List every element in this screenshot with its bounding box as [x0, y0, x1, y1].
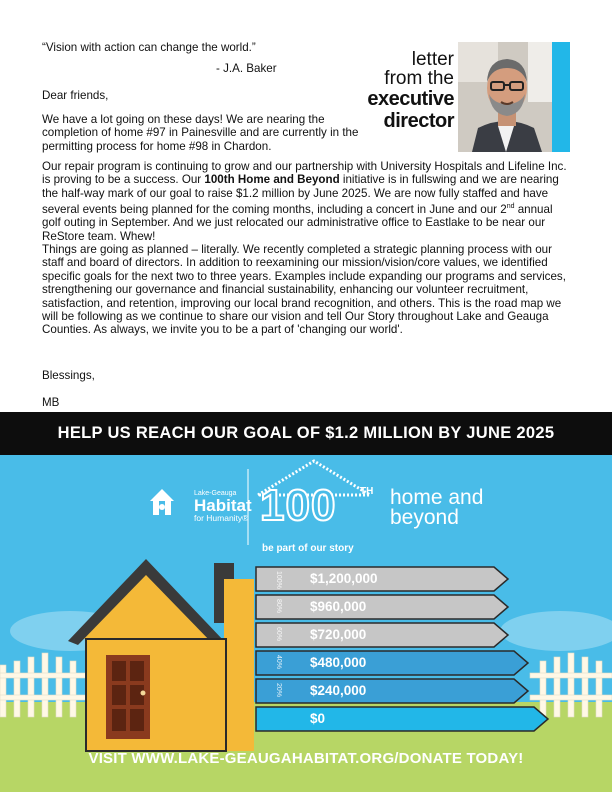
paragraph-1: We have a lot going on these days! We are nearing the completion of home #97 in Painesville and are currently in the permitting process for home #98 in Chardon. — [42, 113, 359, 153]
level-percent-3: 40% — [275, 655, 282, 670]
level-bar-5 — [256, 707, 548, 731]
title-line-4: director — [383, 110, 454, 132]
beyond-text: beyond — [390, 506, 459, 529]
quote-attribution: - J.A. Baker — [216, 62, 277, 75]
greeting: Dear friends, — [42, 89, 109, 102]
level-bar-0 — [256, 567, 508, 591]
paragraph-2-part-b: initiative is in fullswing and we are nearing the half-way mark of our goal to raise $1.2 million by June 2025. We are now fully staffed and have several events being planned for the coming months, including a concert in June and our 2 — [42, 173, 559, 217]
title-line-3: executive — [367, 88, 454, 110]
level-amount-0: $1,200,000 — [310, 571, 378, 586]
level-amount-2: $720,000 — [310, 627, 367, 642]
quote: “Vision with action can change the world.” — [42, 41, 256, 54]
letter-title — [358, 50, 454, 132]
signature: MB — [42, 396, 60, 409]
level-percent-4: 20% — [275, 683, 282, 698]
hundred-number: 100 — [260, 481, 337, 530]
paragraph-3: Things are going as planned – literally. We recently completed a strategic planning process with our staff and board of directors. In addition to reexamining our mission/vision/core values, we identified specific goals for the next two to three years. Examples include expanding our programs and services, strengthening our governance and financial sustainability, enhancing our volunteer recruitment, satisfaction, and retention, improving our local brand recognition, and others. This is the road map we will be following as we continue to share our vision and tell Our Story throughout Lake and Geauga Counties. As always, we invite you to be a part of 'changing our world'. — [42, 243, 566, 337]
level-bar-3 — [256, 651, 528, 675]
level-bar-1 — [256, 595, 508, 619]
title-line-2: from the — [384, 68, 454, 89]
paragraph-2 — [42, 160, 568, 243]
goal-banner: HELP US REACH OUR GOAL OF $1.2 MILLION BY JUNE 2025 — [0, 412, 612, 455]
paragraph-2-bold: 100th Home and Beyond — [204, 173, 340, 187]
habitat-logo-name: Habitat — [194, 496, 252, 515]
hundred-th: TH — [360, 486, 374, 497]
level-percent-1: 80% — [275, 599, 282, 614]
level-amount-3: $480,000 — [310, 655, 367, 670]
tagline: be part of our story — [262, 543, 354, 554]
home-and-text: home and — [390, 486, 484, 509]
photo-accent-stripe — [552, 42, 570, 152]
paragraph-2-sup: nd — [506, 203, 515, 211]
level-percent-0: 100% — [275, 571, 282, 589]
habitat-logo-top: Lake-Geauga — [194, 490, 237, 497]
director-photo — [458, 42, 570, 152]
level-amount-4: $240,000 — [310, 683, 367, 698]
level-percent-2: 60% — [275, 627, 282, 642]
habitat-logo — [194, 490, 252, 523]
level-bar-2 — [256, 623, 508, 647]
donate-footer[interactable]: VISIT WWW.LAKE-GEAUGAHABITAT.ORG/DONATE TODAY! — [88, 750, 524, 767]
title-line-1: letter — [411, 49, 454, 70]
habitat-logo-sub: for Humanity® — [194, 513, 249, 523]
level-bar-4 — [256, 679, 528, 703]
level-amount-5: $0 — [310, 711, 326, 726]
level-amount-1: $960,000 — [310, 599, 367, 614]
paragraph-2-part-a: Our repair program is continuing to grow and our partnership with University Hospitals and Lifeline Inc. is proving to be a success. Our — [42, 160, 567, 187]
paragraph-2-part-c: annual golf outing in September. And we just relocated our administrative office to Eastlake to be near our ReStore team. Whew! — [42, 203, 553, 243]
closing: Blessings, — [42, 369, 95, 382]
